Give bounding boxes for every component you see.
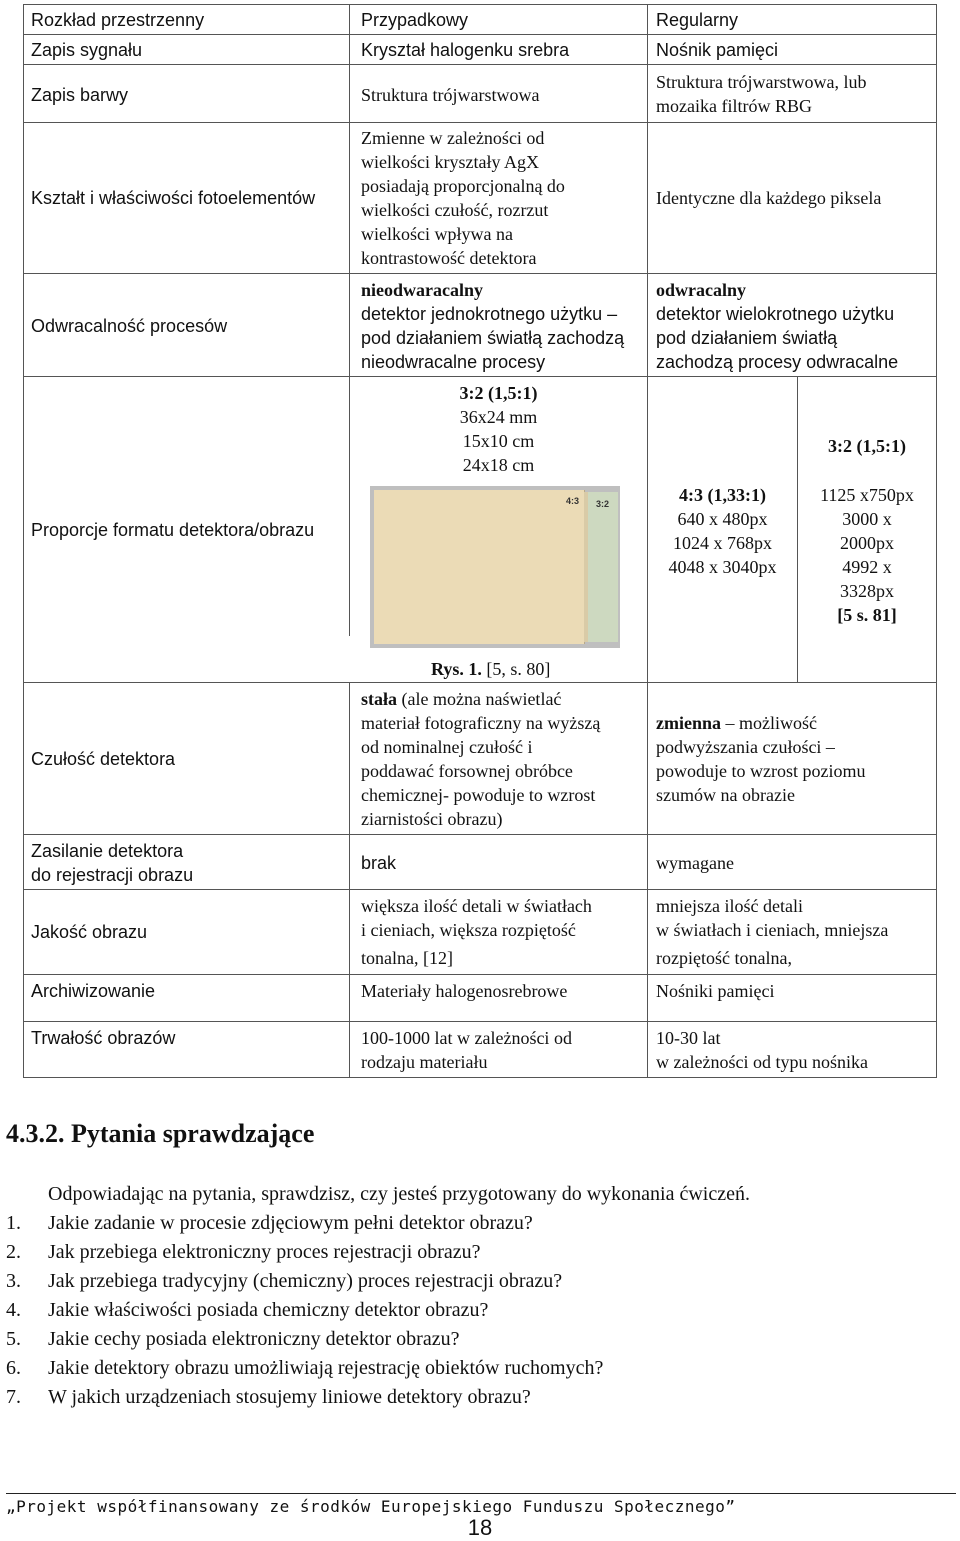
row-label-zapis-barwy: Zapis barwy [31, 85, 129, 105]
question-number: 7. [6, 1386, 21, 1408]
cell-analog-czulosc [361, 687, 646, 831]
row-label-trwalosc: Trwałość obrazów [31, 1028, 176, 1048]
figure-caption-ref: [5, s. 80] [481, 659, 551, 679]
film-format-illustration [370, 486, 620, 648]
analog-odwracalnosc-bold: nieodwaracalny [361, 280, 484, 300]
question-text: Jakie detektory obrazu umożliwiają rejestrację obiektów ruchomych? [48, 1357, 604, 1379]
digital-32-ratio: 3:2 (1,5:1) [828, 436, 906, 456]
header-col3: Regularny [656, 10, 739, 30]
photo-label-43: 4:3 [566, 496, 580, 506]
row-label-odwracalnosc: Odwracalność procesów [31, 316, 228, 336]
row-label-czulosc: Czułość detektora [31, 749, 176, 769]
header-col2: Przypadkowy [361, 10, 469, 30]
row-label-jakosc: Jakość obrazu [31, 922, 148, 942]
cell-analog-trwalosc: 100-1000 lat w zależności od rodzaju materiału [361, 1028, 572, 1072]
cell-digital-zasilanie: wymagane [656, 853, 734, 873]
question-number: 4. [6, 1299, 21, 1321]
figure-caption-number: Rys. 1. [431, 659, 482, 679]
footer-project: „Projekt współfinansowany ze środków Europejskiego Funduszu Społecznego” [6, 1497, 736, 1516]
cell-analog-zasilanie: brak [361, 853, 397, 873]
figure-caption [431, 657, 550, 681]
section-intro: Odpowiadając na pytania, sprawdzisz, czy jesteś przygotowany do wykonania ćwiczeń. [48, 1183, 750, 1205]
cell-digital-zapis-barwy: Struktura trójwarstwowa, lub mozaika filtrów RBG [656, 72, 867, 116]
cell-digital-zapis-sygnalu: Nośnik pamięci [656, 40, 779, 60]
analog-odwracalnosc-text: detektor jednokrotnego użytku – pod działaniem światłą zachodzą nieodwracalne procesy [361, 304, 625, 372]
footer-rule [6, 1493, 956, 1494]
row-label-zapis-sygnalu: Zapis sygnału [31, 40, 143, 60]
question-text: Jakie zadanie w procesie zdjęciowym pełni detektor obrazu? [48, 1212, 533, 1234]
row-label-proporcje: Proporcje formatu detektora/obrazu [31, 520, 315, 540]
film-frame-3-2 [588, 492, 618, 642]
question-text: W jakich urządzeniach stosujemy liniowe detektory obrazu? [48, 1386, 531, 1408]
digital-32-ref: [5 s. 81] [837, 605, 897, 625]
cell-digital-archiwizowanie: Nośniki pamięci [656, 981, 775, 1001]
digital-jakosc-text: mniejsza ilość detali w światłach i cieniach, mniejsza [656, 896, 889, 940]
question-number: 2. [6, 1241, 21, 1263]
cell-digital-czulosc [656, 711, 934, 807]
row-label-ksztalt: Kształt i właściwości fotoelementów [31, 188, 316, 208]
page-number: 18 [467, 1515, 493, 1540]
digital-43-sizes: 640 x 480px 1024 x 768px 4048 x 3040px [668, 509, 777, 577]
digital-czulosc-text: – możliwość podwyższania czułości – powoduje to wzrost poziomu szumów na obrazie [656, 713, 866, 805]
cell-digital-odwracalnosc [656, 278, 898, 374]
cell-digital-jakosc [656, 894, 888, 970]
analog-ratio: 3:2 (1,5:1) [459, 383, 538, 403]
question-number: 3. [6, 1270, 21, 1292]
analog-jakosc-text: większa ilość detali w światłach i cieniach, większa rozpiętość [361, 896, 592, 940]
question-text: Jakie właściwości posiada chemiczny detektor obrazu? [48, 1299, 489, 1321]
row-label-zasilanie: Zasilanie detektora do rejestracji obrazu [31, 841, 194, 885]
cell-digital-ksztalt: Identyczne dla każdego piksela [656, 188, 882, 208]
photo-label-32: 3:2 [596, 499, 610, 509]
analog-sizes: 36x24 mm 15x10 cm 24x18 cm [459, 407, 538, 475]
cell-analog-zapis-sygnalu: Kryształ halogenku srebra [361, 40, 570, 60]
digital-32-sizes: 1125 x750px 3000 x 2000px 4992 x 3328px [820, 485, 914, 601]
cell-analog-jakosc [361, 894, 592, 970]
film-frame-4-3 [374, 490, 585, 644]
cell-analog-odwracalnosc [361, 278, 624, 374]
digital-odwracalnosc-bold: odwracalny [656, 280, 746, 300]
question-number: 5. [6, 1328, 21, 1350]
digital-odwracalnosc-text: detektor wielokrotnego użytku pod działaniem światłą zachodzą procesy odwracalne [656, 304, 899, 372]
question-number: 1. [6, 1212, 21, 1234]
digital-43-ratio: 4:3 (1,33:1) [679, 485, 766, 505]
cell-analog-archiwizowanie: Materiały halogenosrebrowe [361, 981, 568, 1001]
cell-analog-ksztalt: Zmienne w zależności od wielkości kryształy AgX posiadają proporcjonalną do wielkości czułość, rozrzut wielkości wpływa na kontrastowość detektora [361, 128, 565, 268]
cell-digital-proporcje-32 [798, 483, 936, 627]
analog-czulosc-bold: stała [361, 689, 397, 709]
analog-czulosc-text: (ale można naświetlać materiał fotograficzny na wyższą od nominalnej czułość i poddawać forsownej obróbce chemicznej- powoduje to wzrost ziarnistości obrazu) [361, 689, 601, 829]
cell-digital-trwalosc: 10-30 lat w zależności od typu nośnika [656, 1028, 868, 1072]
analog-jakosc-text-2: tonalna, [12] [361, 948, 453, 968]
question-number: 6. [6, 1357, 21, 1379]
digital-jakosc-text-2: rozpiętość tonalna, [656, 948, 792, 968]
cell-digital-proporcje-43 [648, 483, 797, 579]
header-col1: Rozkład przestrzenny [31, 10, 205, 30]
section-heading: 4.3.2. Pytania sprawdzające [6, 1119, 315, 1148]
question-text: Jakie cechy posiada elektroniczny detektor obrazu? [48, 1328, 460, 1350]
cell-analog-proporcje [350, 381, 647, 477]
digital-czulosc-bold: zmienna [656, 713, 721, 733]
cell-analog-zapis-barwy: Struktura trójwarstwowa [361, 85, 540, 105]
row-label-archiwizowanie: Archiwizowanie [31, 981, 156, 1001]
question-text: Jak przebiega tradycyjny (chemiczny) proces rejestracji obrazu? [48, 1270, 563, 1292]
question-text: Jak przebiega elektroniczny proces rejestracji obrazu? [48, 1241, 481, 1263]
